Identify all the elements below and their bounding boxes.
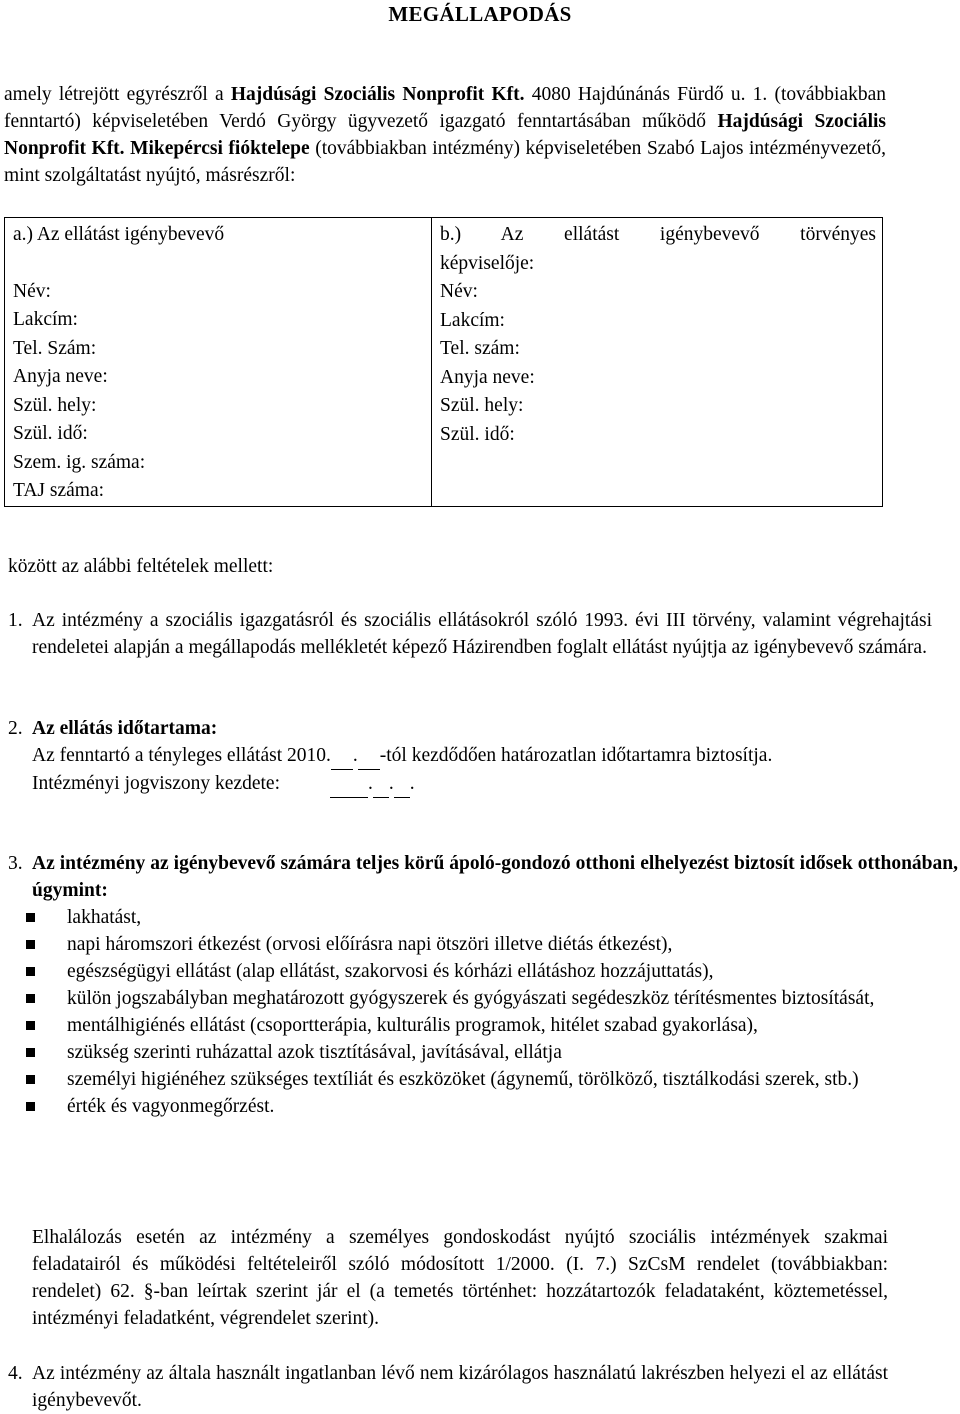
party-b-heading: b.) Az ellátást igénybevevő törvényes <box>440 224 876 245</box>
party-a-field-birthdate: Szül. idő: <box>13 423 88 444</box>
party-a-field-id-number: Szem. ig. száma: <box>13 451 146 473</box>
death-clause: Elhalálozás esetén az intézmény a személyes gondoskodást nyújtó szociális intézmények szakmai feladatairól és működési feltételeiről szóló módosított 1/2000. (I. 7.) SzCsM rendelet (továbbiakban: rendelet) 62. §-ban leírtak szerint jár el (a temetés történhet: hozzátartozók feladataként, köztemetéssel, intézményi feladatként, végrendelet szerint). <box>32 1227 888 1329</box>
service-item-text: mentálhigiénés ellátást (csoportterápia, kulturális programok, hitélet szabad gyakorlása), <box>67 1015 758 1036</box>
intro-text-1: amely létrejött egyrészről a <box>4 84 231 105</box>
party-b-field-name: Név: <box>440 281 478 302</box>
service-item-text: lakhatást, <box>67 907 142 928</box>
square-bullet-icon <box>26 1021 35 1030</box>
section-4 <box>8 1360 888 1414</box>
service-list-item <box>24 1039 888 1066</box>
document-title: MEGÁLLAPODÁS <box>388 2 572 26</box>
section-1 <box>8 607 932 661</box>
relation-dot-2: . <box>388 773 394 794</box>
square-bullet-icon <box>26 994 35 1003</box>
party-a-field-address: Lakcím: <box>13 309 78 330</box>
service-list-item <box>24 1093 888 1120</box>
party-a-field-phone: Tel. Szám: <box>13 337 97 359</box>
section-2-start-dot: . <box>352 745 358 766</box>
party-b-field-mother-name: Anyja neve: <box>440 366 535 388</box>
relation-dot-1: . <box>368 773 373 794</box>
square-bullet-icon <box>26 1048 35 1057</box>
party-b-field-birthplace: Szül. hely: <box>440 395 524 416</box>
party-b-heading-cont: képviselője: <box>440 252 535 274</box>
party-a-heading: a.) Az ellátást igénybevevő <box>13 224 225 245</box>
service-list-item <box>24 1066 888 1093</box>
section-2-body <box>32 715 932 798</box>
relation-dot-3: . <box>409 773 415 794</box>
section-1-text: Az intézmény a szociális igazgatásról és szociális ellátásokról szóló 1993. évi III törvény, valamint végrehajtási rendeletei alapján a megállapodás mellékletét képező Házirendben foglalt ellátást nyújtja az igénybevevő számára. <box>32 610 932 658</box>
party-a-field-taj: TAJ száma: <box>13 480 105 501</box>
section-2-relation-line <box>32 770 932 798</box>
section-3-number: 3. <box>8 853 23 874</box>
parties-table <box>4 217 883 507</box>
square-bullet-icon <box>26 1075 35 1084</box>
conditions-intro: között az alábbi feltételek mellett: <box>8 556 274 577</box>
intro-branch-name: Hajdúsági Szociális Nonprofit Kft. Mikepércsi fióktelepe <box>4 111 886 159</box>
service-list-item <box>24 958 888 985</box>
relation-month-blank[interactable] <box>373 770 389 798</box>
section-1-number: 1. <box>8 610 23 631</box>
section-4-number: 4. <box>8 1363 23 1384</box>
section-3 <box>8 850 958 904</box>
party-a-field-name: Név: <box>13 280 51 302</box>
section-2-heading: Az ellátás időtartama: <box>32 718 218 739</box>
square-bullet-icon <box>26 940 35 949</box>
section-3-heading: Az intézmény az igénybevevő számára teljes körű ápoló-gondozó otthoni elhelyezést biztosít idősek otthonában, úgymint: <box>32 853 958 901</box>
section-2-relation-label: Intézményi jogviszony kezdete: <box>32 773 280 794</box>
party-b-cell <box>432 218 883 507</box>
service-item-text: szükség szerinti ruházattal azok tisztításával, javításával, ellátja <box>67 1042 562 1063</box>
section-2-number: 2. <box>8 718 23 739</box>
service-item-text: személyi higiénéhez szükséges textíliát és eszközöket (ágynemű, törölköző, tisztálkodási szerek, stb.) <box>67 1069 859 1090</box>
square-bullet-icon <box>26 1102 35 1111</box>
service-list-item <box>24 904 888 931</box>
section-2 <box>8 715 932 798</box>
relation-day-blank[interactable] <box>394 770 410 798</box>
service-list-item <box>24 1012 888 1039</box>
intro-company-name: Hajdúsági Szociális Nonprofit Kft. <box>230 84 525 105</box>
section-2-start-text-a: Az fenntartó a tényleges ellátást 2010. <box>32 745 331 766</box>
section-4-text: Az intézmény az általa használt ingatlanban lévő nem kizárólagos használatú lakrészben helyezi el az ellátást igénybevevőt. <box>32 1363 888 1411</box>
party-a-field-mother-name: Anyja neve: <box>13 366 108 387</box>
service-list-item <box>24 985 888 1012</box>
service-item-text: egészségügyi ellátást (alap ellátást, szakorvosi és kórházi ellátáshoz hozzájuttatás), <box>67 961 714 982</box>
month-blank[interactable] <box>331 742 353 770</box>
party-a-cell <box>5 218 432 507</box>
service-list-item <box>24 931 888 958</box>
intro-text-3: (továbbiakban intézmény) képviseletében Szabó Lajos intézményvezető, mint szolgáltatást nyújtó, másrészről: <box>4 138 886 186</box>
party-b-field-phone: Tel. szám: <box>440 338 520 359</box>
intro-paragraph <box>4 81 886 189</box>
service-item-text: érték és vagyonmegőrzést. <box>67 1096 275 1117</box>
square-bullet-icon <box>26 967 35 976</box>
party-a-field-birthplace: Szül. hely: <box>13 394 97 416</box>
relation-year-blank[interactable] <box>330 770 368 798</box>
section-2-start-text-c: -tól kezdődően határozatlan időtartamra biztosítja. <box>379 745 773 766</box>
intro-text-2: 4080 Hajdúnánás Fürdő u. 1. (továbbiakban fenntartó) képviseletében Verdó György ügyvezető igazgató fenntartásában működő <box>4 84 887 132</box>
party-b-field-address: Lakcím: <box>440 309 505 331</box>
service-item-text: külön jogszabályban meghatározott gyógyszerek és gyógyászati segédeszköz térítésmentes biztosítását, <box>67 988 875 1009</box>
day-blank[interactable] <box>358 742 380 770</box>
service-item-text: napi háromszori étkezést (orvosi előírásra napi ötszöri illetve diétás étkezést), <box>67 934 673 955</box>
square-bullet-icon <box>26 913 35 922</box>
service-list <box>24 904 888 1120</box>
section-2-start-line <box>32 742 932 770</box>
party-b-field-birthdate: Szül. idő: <box>440 423 515 445</box>
